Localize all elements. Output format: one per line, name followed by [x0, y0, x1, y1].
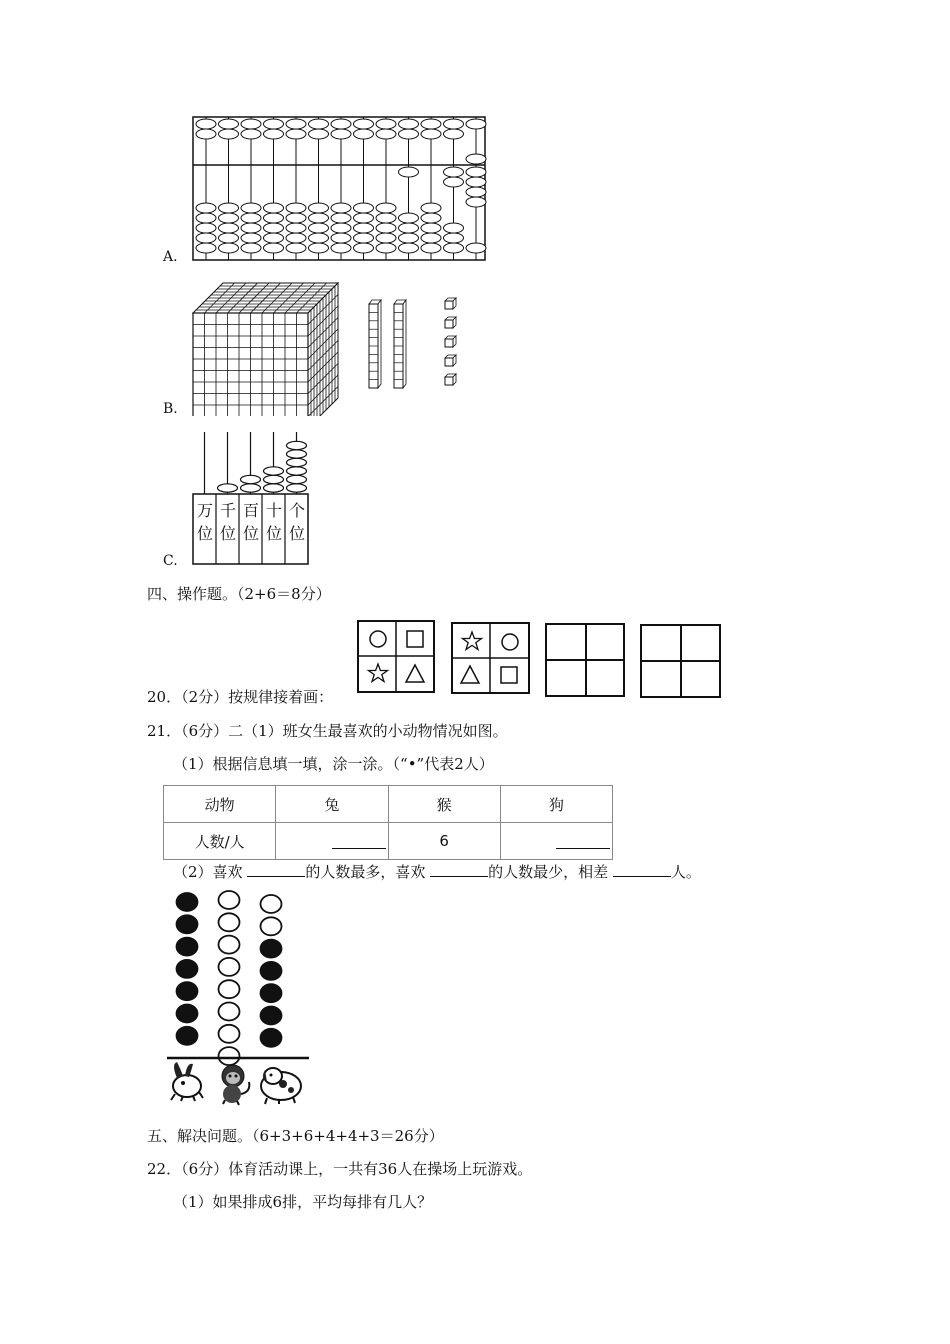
empty-dot — [219, 1003, 240, 1021]
empty-dot — [219, 958, 240, 976]
q21-sub2-part3: 的人数最少，相差 — [488, 863, 609, 881]
circle-shape — [502, 634, 518, 650]
place-value-blocks-image — [190, 276, 470, 416]
least-animal-blank[interactable] — [430, 862, 488, 877]
filled-dot — [177, 982, 198, 1000]
dog-icon — [261, 1068, 301, 1104]
filled-dot — [177, 1005, 198, 1023]
empty-dot — [219, 913, 240, 931]
empty-dot — [219, 980, 240, 998]
q21-sub2-part2: 的人数最多，喜欢 — [305, 863, 426, 881]
animal-count-table — [163, 785, 613, 860]
pattern-box-empty-1[interactable] — [545, 623, 625, 697]
filled-dot — [261, 962, 282, 980]
pattern-box-empty-2[interactable] — [640, 624, 721, 698]
filled-dot — [177, 1027, 198, 1045]
table-header-dog: 狗 — [500, 786, 612, 823]
q21-text: 21．（6分）二（1）班女生最喜欢的小动物情况如图。 — [147, 722, 508, 740]
filled-dot — [261, 1029, 282, 1047]
rabbit-icon — [171, 1062, 203, 1101]
place-ge: 个 位 — [289, 501, 306, 543]
q21-sub2 — [173, 862, 701, 881]
q21-sub1: （1）根据信息填一填，涂一涂。（“•”代表2人） — [173, 755, 494, 773]
filled-dot — [177, 938, 198, 956]
empty-dot — [219, 936, 240, 954]
section5-heading: 五、解决问题。（6+3+6+4+4+3＝26分） — [147, 1127, 444, 1145]
pattern-box-2 — [451, 622, 530, 694]
square-shape — [407, 631, 423, 647]
option-c-label: C. — [163, 553, 178, 569]
q22-sub1: （1）如果排成6排，平均每排有几人？ — [173, 1193, 433, 1211]
pattern-shapes-1 — [359, 622, 433, 691]
place-labels — [193, 494, 309, 564]
dog-count-blank[interactable] — [500, 823, 612, 860]
monkey-count: 6 — [388, 823, 500, 860]
filled-dot — [261, 1007, 282, 1025]
place-bai: 百 位 — [243, 501, 260, 543]
q21-sub2-part4: 人。 — [670, 863, 701, 881]
empty-dot — [219, 891, 240, 909]
filled-dot — [177, 915, 198, 933]
most-animal-blank[interactable] — [247, 862, 305, 877]
section4-heading: 四、操作题。（2+6＝8分） — [147, 585, 331, 603]
q22-text: 22．（6分）体育活动课上，一共有36人在操场上玩游戏。 — [147, 1160, 533, 1178]
rabbit-count-blank[interactable] — [276, 823, 388, 860]
q21-sub2-part1: （2）喜欢 — [173, 863, 243, 881]
empty-dot — [219, 1025, 240, 1043]
empty-dot — [219, 1047, 240, 1065]
triangle-shape — [406, 665, 424, 682]
square-shape — [501, 667, 517, 683]
table-header-animal: 动物 — [164, 786, 276, 823]
difference-blank[interactable] — [613, 862, 671, 877]
circle-shape — [370, 631, 386, 647]
empty-dot — [261, 895, 282, 913]
empty-dot — [261, 917, 282, 935]
filled-dot — [261, 940, 282, 958]
abacus-image — [190, 115, 490, 263]
triangle-shape — [461, 666, 479, 683]
pattern-shapes-2 — [453, 624, 528, 692]
place-wan: 万 位 — [197, 501, 214, 543]
filled-dot — [261, 984, 282, 1002]
filled-dot — [177, 893, 198, 911]
star-shape — [369, 664, 388, 682]
filled-dot — [177, 960, 198, 978]
table-header-rabbit: 兔 — [276, 786, 388, 823]
table-header-monkey: 猴 — [388, 786, 500, 823]
option-a-label: A. — [163, 249, 178, 265]
pattern-box-1 — [357, 620, 435, 693]
option-b-label: B. — [163, 401, 178, 417]
q20-text: 20．（2分）按规律接着画： — [147, 688, 334, 706]
monkey-icon — [222, 1065, 249, 1105]
place-shi: 十 位 — [266, 501, 283, 543]
place-qian: 千 位 — [220, 501, 237, 543]
animal-dot-chart — [163, 888, 313, 1113]
table-row-label: 人数/人 — [164, 823, 276, 860]
star-shape — [463, 632, 482, 650]
